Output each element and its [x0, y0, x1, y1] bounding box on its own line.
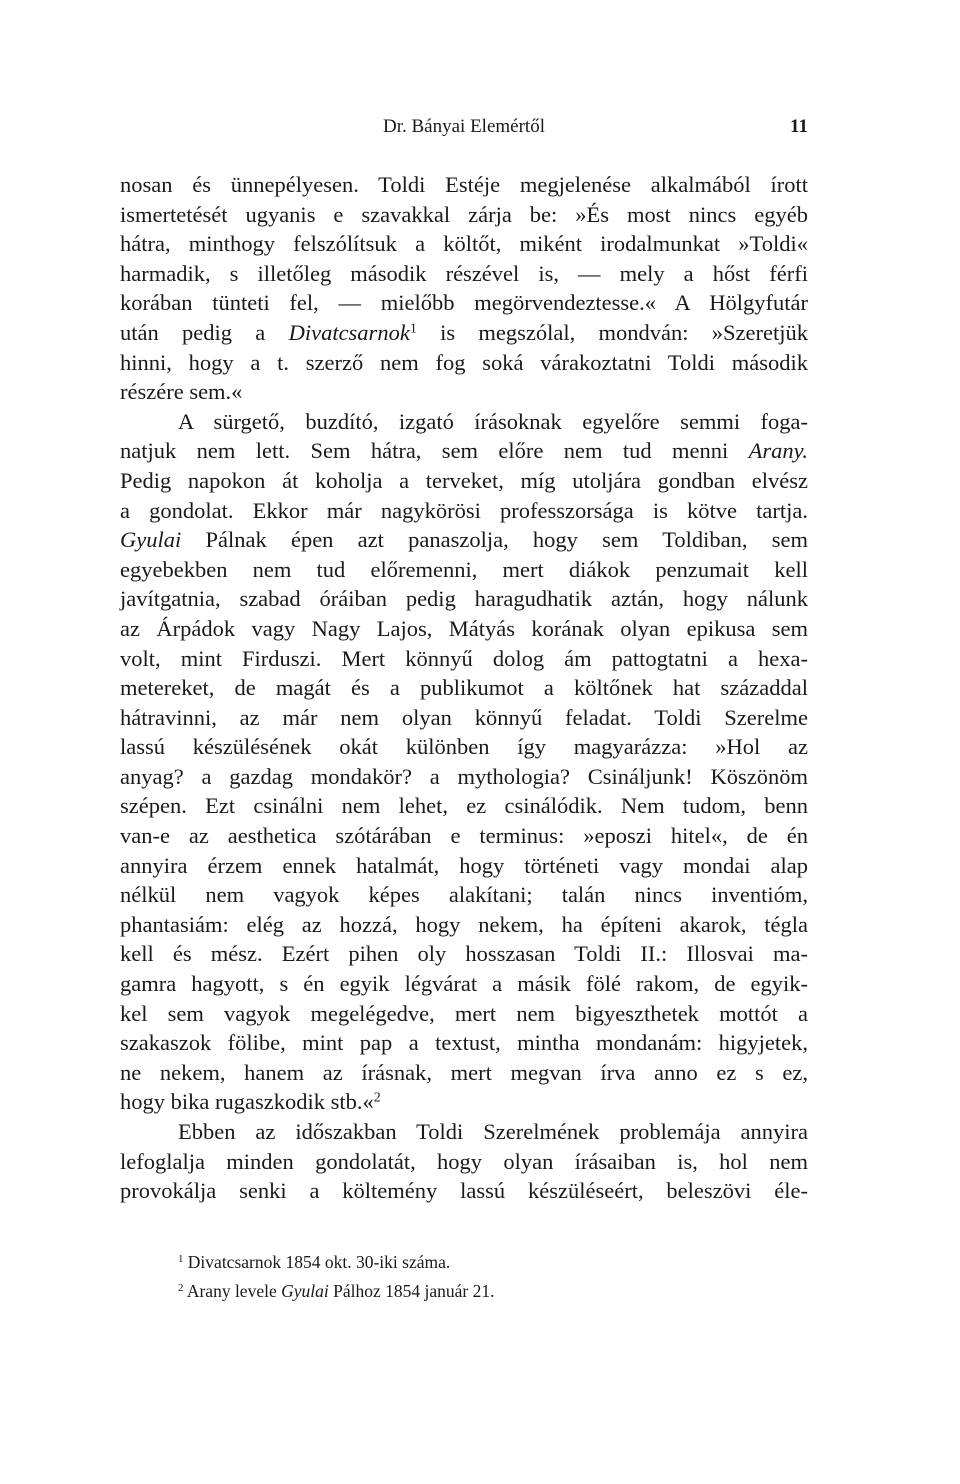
- footnote-ref: 1: [409, 321, 417, 337]
- italic-title: Divatcsarnok: [288, 319, 410, 345]
- text-line: [120, 1087, 808, 1117]
- text-line: hátravinni, az már nem olyan könnyű feladat. Toldi Szerelme: [120, 704, 808, 730]
- text-line: az Árpádok vagy Nagy Lajos, Mátyás korának olyan epikusa sem: [120, 615, 808, 641]
- text-line: volt, mint Firduszi. Mert könnyű dolog ám pattogtatni a hexa-: [120, 645, 808, 671]
- text-line: Ebben az időszakban Toldi Szerelmének problemája annyira: [178, 1119, 808, 1144]
- text-line: lassú készülésének okát különben így magyarázza: »Hol az: [120, 734, 808, 760]
- text-line: van-e az aesthetica szótárában e terminus: »eposzi hitel«, de én: [120, 823, 808, 849]
- text-line: provokálja senki a költemény lassú készüléseért, beleszövi éle-: [120, 1178, 808, 1204]
- text-line: egyebekben nem tud előremenni, mert diákok penzumait kell: [120, 556, 808, 582]
- text-line: harmadik, s illetőleg második részével is, — mely a hőst férfi: [120, 260, 808, 286]
- text-run: hogy bika rugaszkodik stb.«: [120, 1089, 374, 1115]
- footnotes: [178, 1248, 808, 1306]
- text-line: annyira érzem ennek hatalmát, hogy történeti vagy mondai alap: [120, 852, 808, 878]
- footnote-2: [178, 1277, 808, 1306]
- text-line: ne nekem, hanem az írásnak, mert megvan írva anno ez s ez,: [120, 1059, 808, 1085]
- text-line: ismertetését ugyanis e szavakkal zárja be: »És most nincs egyéb: [120, 201, 808, 227]
- text-line: lefoglalja minden gondolatát, hogy olyan írásaiban is, hol nem: [120, 1148, 808, 1174]
- text-line: [120, 525, 808, 555]
- text-line: korában tünteti fel, — mielőbb megörvendeztesse.« A Hölgyfutár: [120, 290, 808, 316]
- text-line: phantasiám: elég az hozzá, hogy nekem, ha építeni akarok, tégla: [120, 911, 808, 937]
- footnote-text: Pálhoz 1854 január 21.: [328, 1281, 495, 1301]
- body-text: [120, 170, 808, 1206]
- text-line: A sürgető, buzdító, izgató írásoknak egyelőre semmi foga-: [178, 408, 808, 434]
- text-line: anyag? a gazdag mondakör? a mythologia? Csináljunk! Köszönöm: [120, 763, 808, 789]
- text-run: is megszólal, mondván: »Szeretjük: [416, 319, 808, 345]
- text-run: natjuk nem lett. Sem hátra, sem előre nem tud menni: [120, 438, 729, 464]
- italic-name: Gyulai: [120, 527, 182, 553]
- footnote-text: Arany levele: [183, 1281, 282, 1301]
- italic-name: Gyulai: [281, 1281, 329, 1301]
- text-line: részére sem.«: [120, 379, 243, 405]
- text-line: javítgatnia, szabad óráiban pedig haragudhatik aztán, hogy nálunk: [120, 586, 808, 612]
- text-line: kell és mész. Ezért pihen oly hosszasan Toldi II.: Illosvai ma-: [120, 941, 808, 967]
- text-line: Pedig napokon át koholja a terveket, míg utoljára gondban elvész: [120, 467, 808, 493]
- italic-name: Arany.: [748, 438, 808, 464]
- footnote-text: Divatcsarnok 1854 okt. 30-iki száma.: [183, 1252, 451, 1272]
- text-line: a gondolat. Ekkor már nagykörösi professzorsága is kötve tartja.: [120, 497, 808, 523]
- running-header: [120, 112, 808, 142]
- text-line: metereket, de magát és a publikumot a költőnek hat századdal: [120, 675, 808, 701]
- running-title: Dr. Bányai Elemértől: [383, 116, 545, 137]
- text-line: [120, 318, 808, 348]
- text-run: után pedig a: [120, 319, 289, 345]
- text-line: nosan és ünnepélyesen. Toldi Estéje megjelenése alkalmából írott: [120, 172, 808, 197]
- text-run: Pálnak épen azt panaszolja, hogy sem Toldiban, sem: [181, 527, 808, 553]
- footnote-ref: 2: [373, 1090, 381, 1106]
- text-line: kel sem vagyok megelégedve, mert nem bigyeszthetek mottót a: [120, 1000, 808, 1026]
- text-line: gamra hagyott, s én egyik légvárat a másik fölé rakom, de egyik-: [120, 971, 808, 997]
- footnote-number: 1: [178, 1253, 184, 1266]
- text-line: [120, 436, 808, 466]
- text-line: szakaszok fölibe, mint pap a textust, mintha mondanám: higyjetek,: [120, 1030, 808, 1056]
- text-line: hátra, minthogy felszólítsuk a költőt, miként irodalmunkat »Toldi«: [120, 231, 808, 257]
- text-line: hinni, hogy a t. szerző nem fog soká várakoztatni Toldi második: [120, 349, 808, 375]
- page-number: 11: [790, 116, 808, 137]
- text-line: szépen. Ezt csinálni nem lehet, ez csinálódik. Nem tudom, benn: [120, 793, 808, 819]
- text-line: nélkül nem vagyok képes alakítani; talán nincs inventióm,: [120, 882, 808, 908]
- footnote-number: 2: [178, 1282, 184, 1295]
- footnote-1: [178, 1248, 808, 1277]
